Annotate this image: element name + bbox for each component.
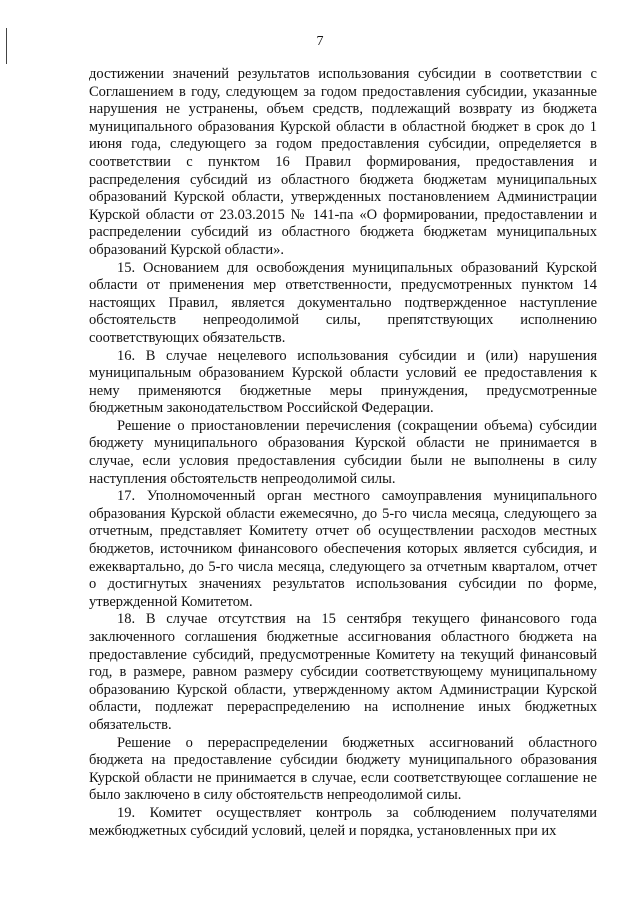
page-number: 7 (316, 34, 324, 49)
paragraph-19: 19. Комитет осуществляет контроль за соблюдением получателями межбюджетных субсидий условий, целей и порядка, установленных при их (89, 804, 597, 839)
paragraph-16-decision: Решение о приостановлении перечисления (сокращении объема) субсидии бюджету муниципального образования Курской области не принимается в случае, если условия предоставления субсидии были не выполнены в силу наступления обстоятельств непреодолимой силы. (89, 417, 597, 487)
document-body (89, 66, 597, 840)
paragraph-continuation: достижении значений результатов использования субсидии в соответствии с Соглашением в году, следующем за годом предоставления субсидии, указанные нарушения не устранены, объем средств, подлежащий возврату из бюджета муниципального образования Курской области в областной бюджет в срок до 1 июня года, следующего за годом предоставления субсидии, определяется в соответствии с пунктом 16 Правил формирования, предоставления и распределения субсидий из областного бюджета бюджетам муниципальных образований Курской области, утвержденных постановлением Администрации Курской области от 23.03.2015 № 141-па «О формировании, предоставлении и распределении субсидий из областного бюджета бюджетам муниципальных образований Курской области». (89, 66, 597, 258)
paragraph-15: 15. Основанием для освобождения муниципальных образований Курской области от применения мер ответственности, предусмотренных пунктом 14 настоящих Правил, является документально подтвержденное наступление обстоятельств непреодолимой силы, препятствующих исполнению соответствующих обязательств. (89, 259, 597, 346)
paragraph-17: 17. Уполномоченный орган местного самоуправления муниципального образования Курской области ежемесячно, до 5-го числа месяца, следующего за отчетным, представляет Комитету отчет об осуществлении расходов местных бюджетов, источником финансового обеспечения которых является субсидия, и ежеквартально, до 5-го числа месяца, следующего за отчетным кварталом, отчет о достигнутых значениях результатов использования субсидии по форме, утвержденной Комитетом. (89, 488, 597, 610)
paragraph-16: 16. В случае нецелевого использования субсидии и (или) нарушения муниципальным образованием Курской области условий ее предоставления к нему применяются бюджетные меры принуждения, предусмотренные бюджетным законодательством Российской Федерации. (89, 347, 597, 417)
paragraph-18-decision: Решение о перераспределении бюджетных ассигнований областного бюджета на предоставление субсидии бюджету муниципального образования Курской области не принимается в случае, если соответствующее соглашение не было заключено в силу обстоятельств непреодолимой силы. (89, 734, 597, 804)
paragraph-18: 18. В случае отсутствия на 15 сентября текущего финансового года заключенного соглашения бюджетные ассигнования областного бюджета на предоставление субсидий, предусмотренные Комитету на текущий финансовый год, в размере, равном размеру субсидии соответствующему муниципальному образованию Курской области, утвержденному актом Администрации Курской области, подлежат перераспределению на исполнение иных бюджетных обязательств. (89, 611, 597, 733)
